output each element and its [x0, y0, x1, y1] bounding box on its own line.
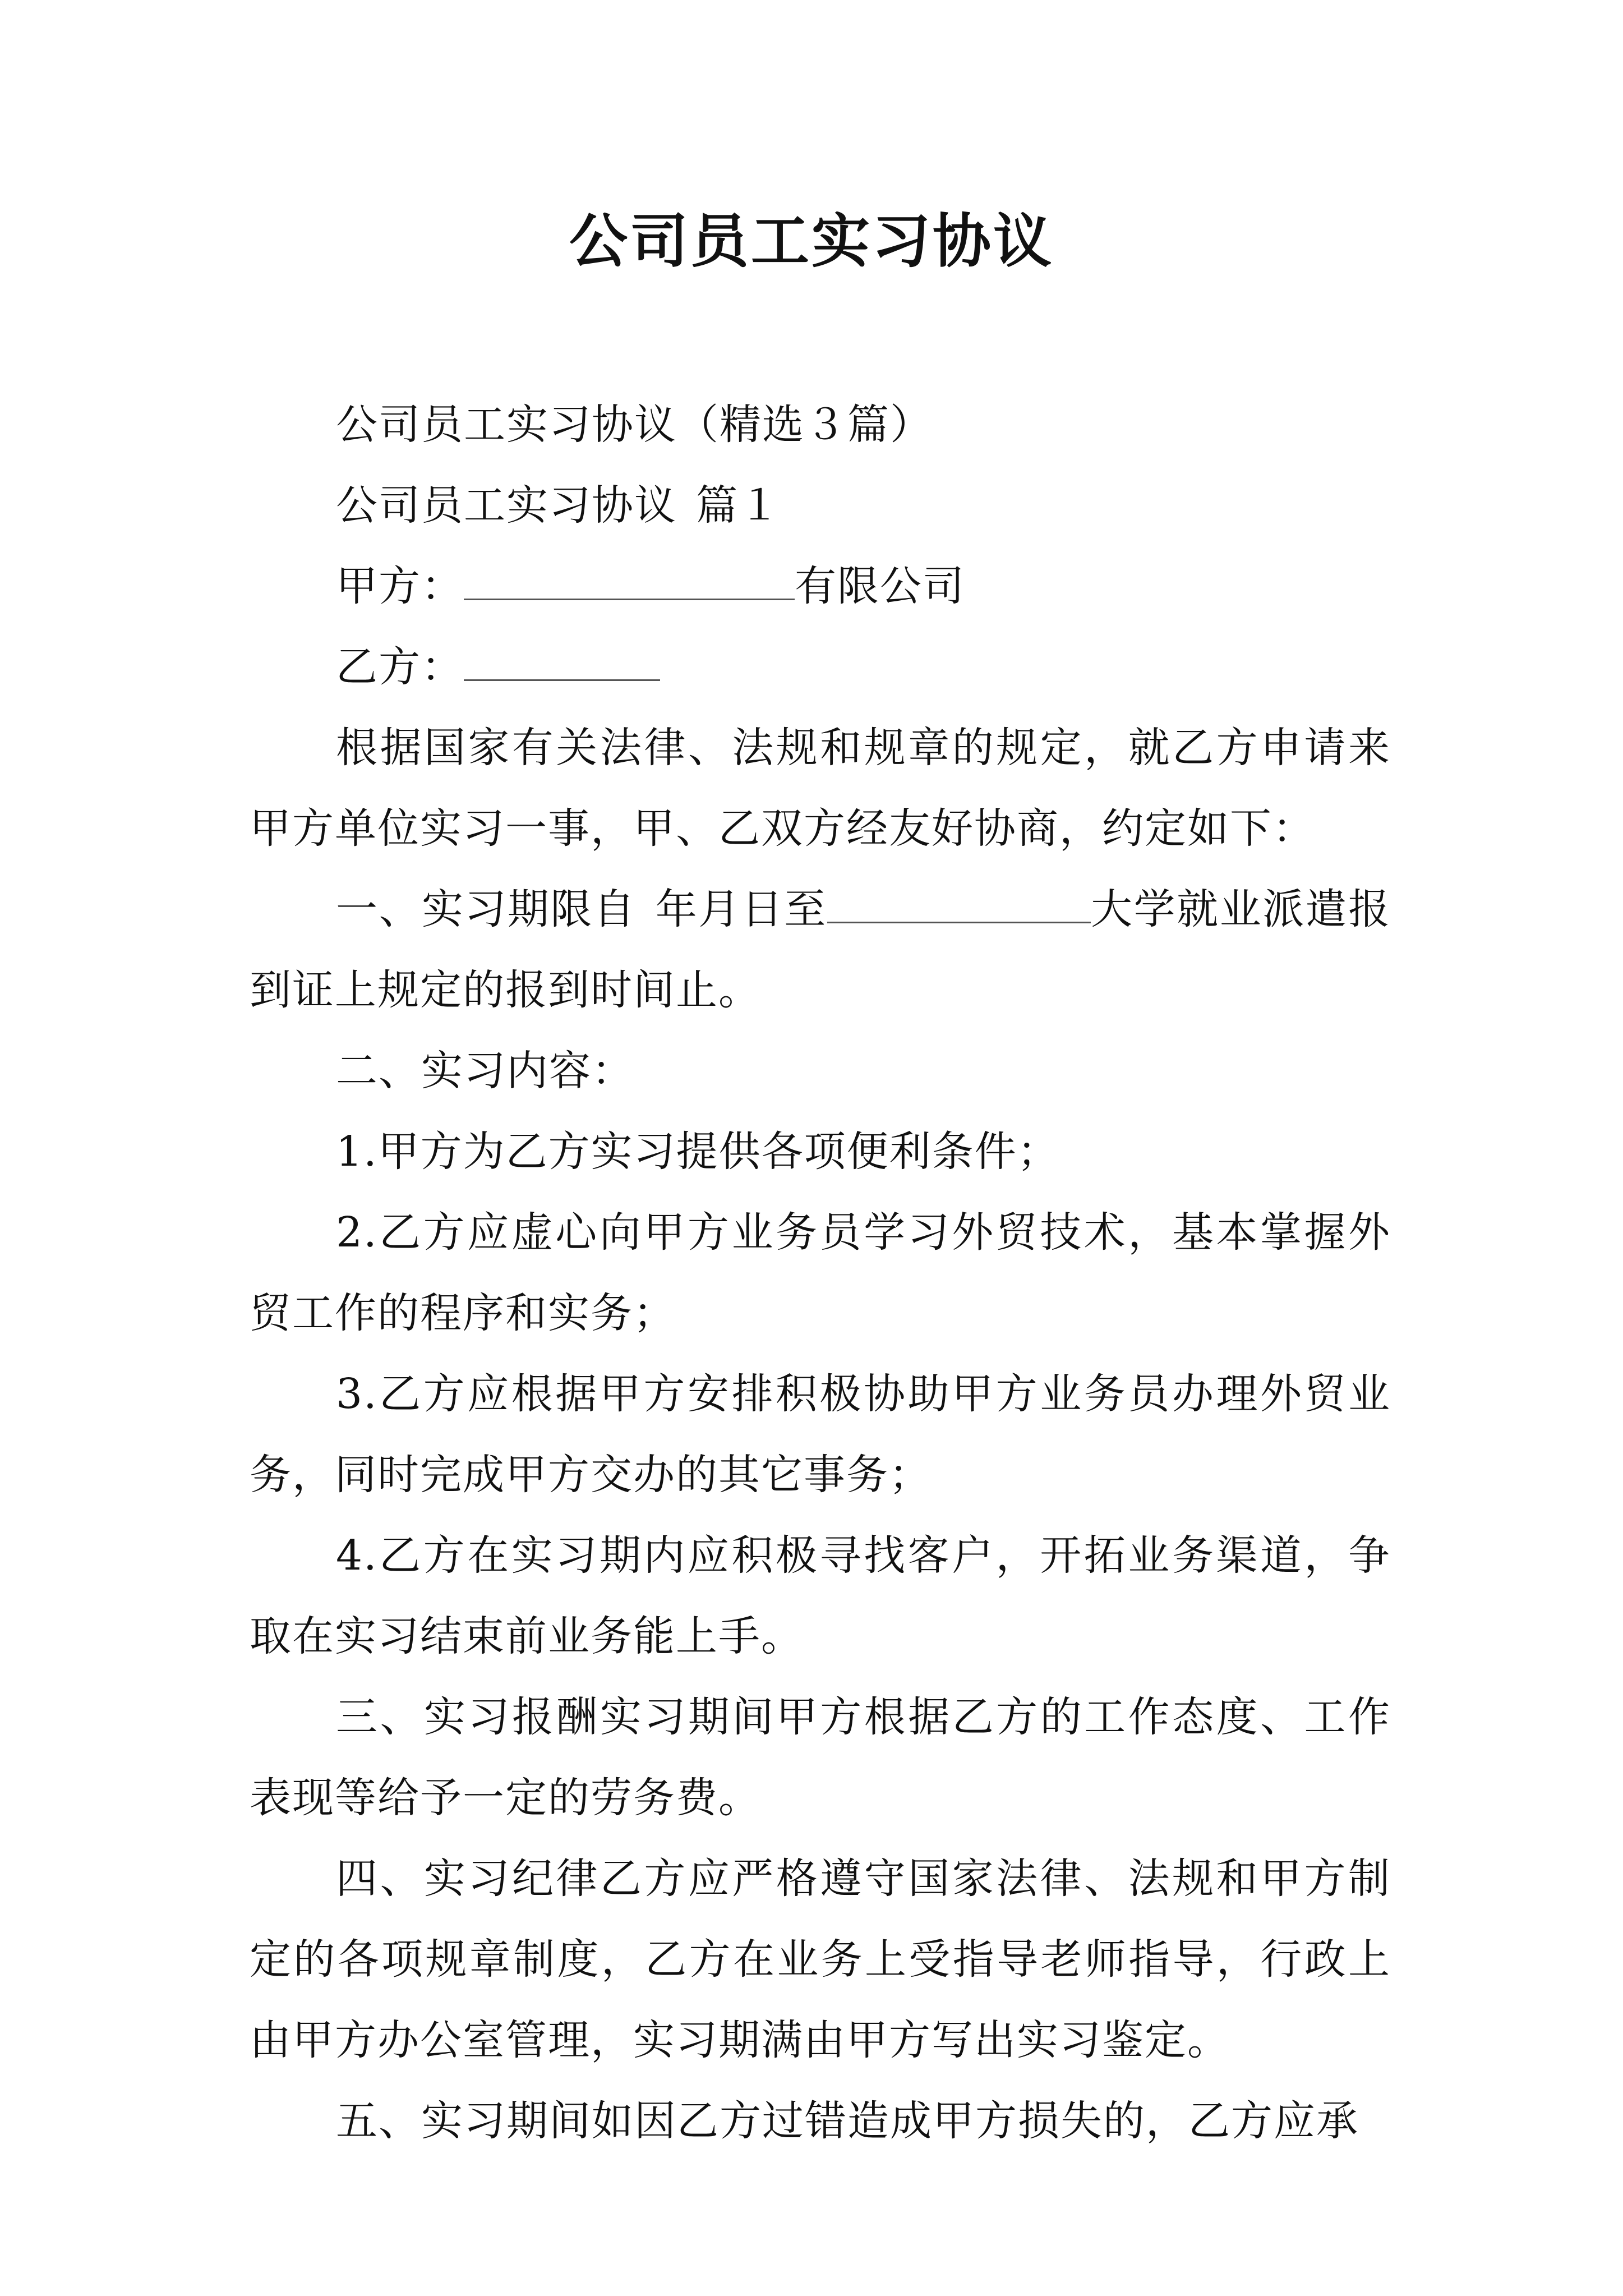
paragraph-text: 篇１ — [696, 481, 781, 530]
paragraph-party-b — [250, 627, 1391, 707]
paragraph-preamble: 根据国家有关法律、法规和规章的规定，就乙方申请来甲方单位实习一事，甲、乙双方经友好协商，约定如下： — [250, 724, 1391, 853]
paragraph-text: 公司员工实习协议 — [336, 481, 677, 530]
paragraph-item-3: 3.乙方应根据甲方安排积极协助甲方业务员办理外贸业务，同时完成甲方交办的其它事务； — [250, 1370, 1391, 1499]
paragraph-text: 公司员工实习协议（精选３篇） — [336, 401, 933, 449]
paragraph-party-a — [250, 546, 1391, 627]
paragraph-section-heading — [250, 465, 1391, 546]
paragraph-clause-4: 四、实习纪律乙方应严格遵守国家法律、法规和甲方制定的各项规章制度，乙方在业务上受指导老师指导，行政上由甲方办公室管理，实习期满由甲方写出实习鉴定。 — [250, 1855, 1391, 2064]
paragraph-item-2: 2.乙方应虚心向甲方业务员学习外贸技术，基本掌握外贸工作的程序和实务； — [250, 1208, 1391, 1337]
paragraph-item-1: 1.甲方为乙方实习提供各项便利条件； — [336, 1128, 1060, 1176]
party-b-blank-line — [464, 640, 660, 681]
paragraph-clause-1 — [250, 869, 1391, 1030]
party-b-label: 乙方： — [336, 643, 464, 691]
paragraph-text: 一、实习期限自 — [336, 885, 637, 933]
paragraph-subtitle — [250, 384, 1391, 465]
party-a-suffix: 有限公司 — [795, 562, 965, 610]
paragraph-clause-3: 三、实习报酬实习期间甲方根据乙方的工作态度、工作表现等给予一定的劳务费。 — [250, 1693, 1391, 1822]
paragraph-clause-2: 二、实习内容： — [336, 1047, 634, 1095]
school-blank-line — [827, 882, 1091, 923]
document-body — [250, 384, 1391, 2161]
paragraph-item-4: 4.乙方在实习期内应积极寻找客户，开拓业务渠道，争取在实习结束前业务能上手。 — [250, 1531, 1391, 1660]
paragraph-clause-5: 五、实习期间如因乙方过错造成甲方损失的，乙方应承 — [336, 2097, 1359, 2145]
paragraph-text: 大学就业派遣报到证上规定的报到时间止。 — [250, 885, 1391, 1014]
paragraph-text: 年月日至 — [655, 885, 827, 933]
party-a-blank-line — [464, 559, 795, 600]
party-a-label: 甲方： — [336, 562, 464, 610]
document-title: 公司员工实习协议 — [569, 206, 1054, 275]
